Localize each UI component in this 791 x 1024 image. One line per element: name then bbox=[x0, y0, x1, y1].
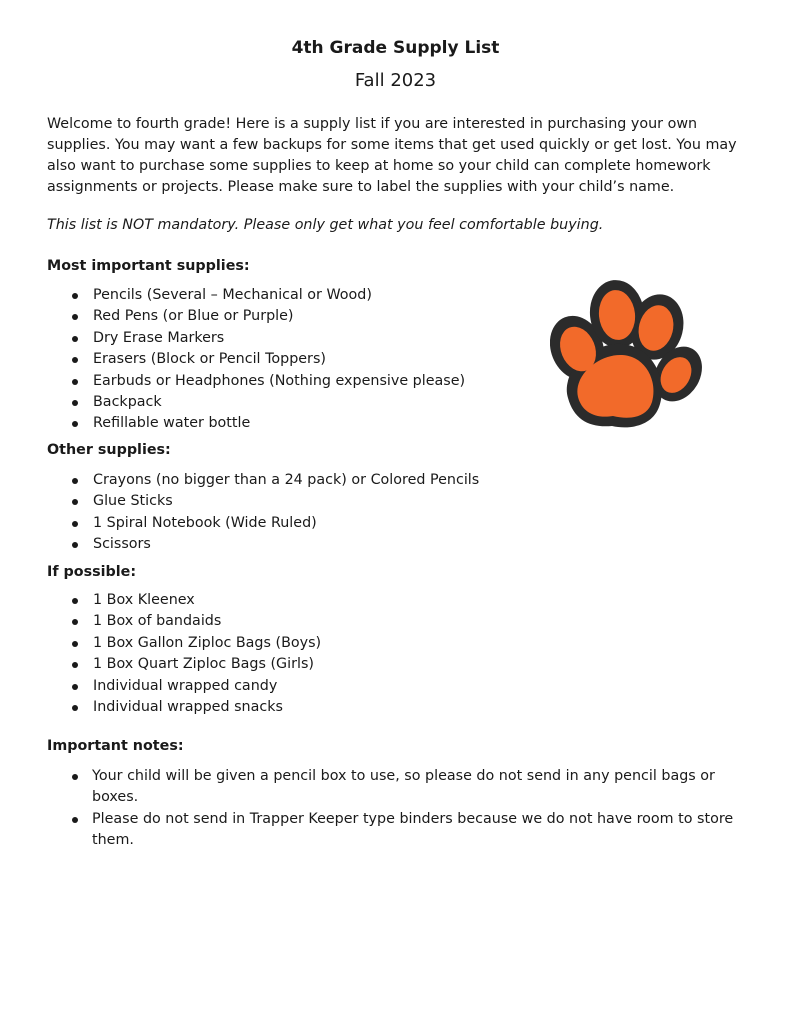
list-item: 1 Box Quart Ziploc Bags (Girls) bbox=[47, 654, 321, 675]
list-item: Individual wrapped candy bbox=[47, 676, 321, 697]
most-important-list bbox=[47, 285, 465, 435]
list-item: Red Pens (or Blue or Purple) bbox=[47, 306, 465, 327]
most-important-heading: Most important supplies: bbox=[47, 258, 250, 274]
list-item: 1 Box Gallon Ziploc Bags (Boys) bbox=[47, 633, 321, 654]
list-item: Scissors bbox=[47, 534, 479, 555]
list-item: Erasers (Block or Pencil Toppers) bbox=[47, 349, 465, 370]
list-item: Earbuds or Headphones (Nothing expensive please) bbox=[47, 371, 465, 392]
mandatory-note: This list is NOT mandatory. Please only get what you feel comfortable buying. bbox=[47, 217, 604, 233]
list-item: Dry Erase Markers bbox=[47, 328, 465, 349]
other-supplies-list bbox=[47, 470, 479, 556]
other-supplies-heading: Other supplies: bbox=[47, 442, 171, 458]
list-item: 1 Box Kleenex bbox=[47, 590, 321, 611]
page-title: 4th Grade Supply List bbox=[291, 38, 500, 58]
intro-paragraph: Welcome to fourth grade! Here is a supply list if you are interested in purchasing your own supplies. You may want a few backups for some items that get used quickly or get lost. You may also want to purchase some supplies to keep at home so your child can complete homework assignments or projects. Please make sure to label the supplies with your child’s name. bbox=[47, 116, 737, 195]
paw-print-icon bbox=[550, 280, 702, 430]
list-item: Pencils (Several – Mechanical or Wood) bbox=[47, 285, 465, 306]
list-item: Crayons (no bigger than a 24 pack) or Colored Pencils bbox=[47, 470, 479, 491]
page-subtitle: Fall 2023 bbox=[354, 70, 437, 91]
list-item: Refillable water bottle bbox=[47, 413, 465, 434]
list-item: Your child will be given a pencil box to use, so please do not send in any pencil bags or boxes. bbox=[47, 766, 747, 808]
if-possible-heading: If possible: bbox=[47, 564, 137, 580]
list-item: 1 Spiral Notebook (Wide Ruled) bbox=[47, 513, 479, 534]
list-item: Individual wrapped snacks bbox=[47, 697, 321, 718]
important-notes-list bbox=[47, 766, 747, 852]
if-possible-list bbox=[47, 590, 321, 718]
list-item: Please do not send in Trapper Keeper type binders because we do not have room to store them. bbox=[47, 809, 747, 851]
list-item: Glue Sticks bbox=[47, 491, 479, 512]
important-notes-heading: Important notes: bbox=[47, 738, 184, 754]
list-item: 1 Box of bandaids bbox=[47, 611, 321, 632]
list-item: Backpack bbox=[47, 392, 465, 413]
